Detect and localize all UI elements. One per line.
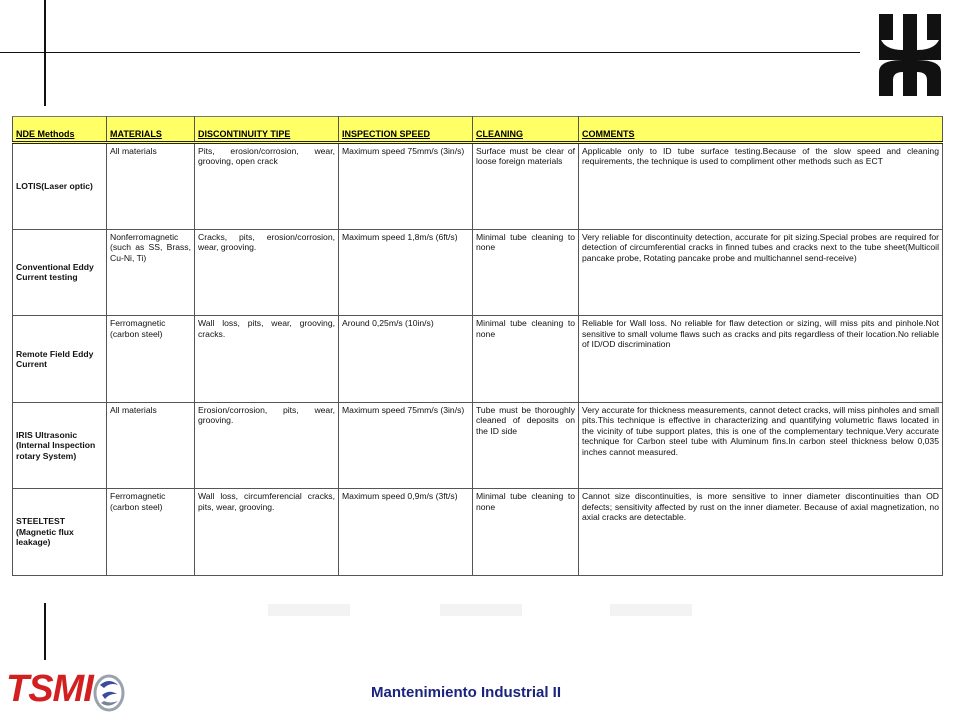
utn-logo-icon xyxy=(876,14,944,96)
comments-cell: Very reliable for discontinuity detection, accurate for pit sizing.Special probes are required for detection of circumferential cracks in finned tubes and cracks next to the tube sheet(Multicoil pancake probe, Rotating pancake probe and multichannel send-receive) xyxy=(579,229,943,316)
materials-cell: All materials xyxy=(107,143,195,230)
speed-cell: Maximum speed 75mm/s (3in/s) xyxy=(339,402,473,489)
comments-cell: Very accurate for thickness measurements, cannot detect cracks, will miss pinholes and small pits.This technique is effective in characterizing and quantifying volumetric flaws located in the vicinity of tube support plates, this is one of the complementary technique.Very accurate technique for Carbon steel tube with Aluminum fins.In carbon steel thickness below 0,035 inches cannot measured. xyxy=(579,402,943,489)
table-row xyxy=(13,143,943,230)
method-cell: IRIS Ultrasonic (Internal Inspection rotary System) xyxy=(13,402,107,489)
table-row xyxy=(13,402,943,489)
column-header-inspection-speed: INSPECTION SPEED xyxy=(339,117,473,143)
method-cell: LOTIS(Laser optic) xyxy=(13,143,107,230)
materials-cell: Ferromagnetic (carbon steel) xyxy=(107,316,195,403)
column-header-cleaning: CLEANING xyxy=(473,117,579,143)
speed-cell: Maximum speed 0,9m/s (3ft/s) xyxy=(339,489,473,576)
cleaning-cell: Surface must be clear of loose foreign materials xyxy=(473,143,579,230)
vertical-rule-bottom xyxy=(44,603,46,660)
tsmi-logo-icon: TSMI xyxy=(6,668,93,710)
faint-placeholder-box xyxy=(440,604,522,616)
circular-emblem-icon xyxy=(92,673,126,713)
vertical-rule-top xyxy=(44,0,46,106)
comments-cell: Cannot size discontinuities, is more sensitive to inner diameter discontinuities than OD defects; sensitivity affected by rust on the inner diameter. Because of axial magnetization, no axial cracks are detectable. xyxy=(579,489,943,576)
table-row xyxy=(13,316,943,403)
materials-cell: Ferromagnetic (carbon steel) xyxy=(107,489,195,576)
table-row xyxy=(13,489,943,576)
table-row xyxy=(13,229,943,316)
method-cell: STEELTEST (Magnetic flux leakage) xyxy=(13,489,107,576)
materials-cell: Nonferromagnetic (such as SS, Brass, Cu-Ni, Ti) xyxy=(107,229,195,316)
column-header-discontinuity: DISCONTINUITY TIPE xyxy=(195,117,339,143)
cleaning-cell: Tube must be thoroughly cleaned of deposits on the ID side xyxy=(473,402,579,489)
speed-cell: Maximum speed 1,8m/s (6ft/s) xyxy=(339,229,473,316)
faint-placeholder-box xyxy=(610,604,692,616)
cleaning-cell: Minimal tube cleaning to none xyxy=(473,229,579,316)
nde-methods-table xyxy=(12,116,943,576)
speed-cell: Maximum speed 75mm/s (3in/s) xyxy=(339,143,473,230)
horizontal-rule-top xyxy=(0,52,860,53)
column-header-comments: COMMENTS xyxy=(579,117,943,143)
comments-cell: Applicable only to ID tube surface testing.Because of the slow speed and cleaning requirements, the technique is used to compliment other methods such as ECT xyxy=(579,143,943,230)
cleaning-cell: Minimal tube cleaning to none xyxy=(473,489,579,576)
discontinuity-cell: Pits, erosion/corrosion, wear, grooving, open crack xyxy=(195,143,339,230)
discontinuity-cell: Cracks, pits, erosion/corrosion, wear, grooving. xyxy=(195,229,339,316)
method-cell: Conventional Eddy Current testing xyxy=(13,229,107,316)
table-header-row xyxy=(13,117,943,143)
cleaning-cell: Minimal tube cleaning to none xyxy=(473,316,579,403)
speed-cell: Around 0,25m/s (10in/s) xyxy=(339,316,473,403)
footer-title: Mantenimiento Industrial II xyxy=(371,684,562,701)
faint-placeholder-box xyxy=(268,604,350,616)
method-cell: Remote Field Eddy Current xyxy=(13,316,107,403)
discontinuity-cell: Erosion/corrosion, pits, wear, grooving. xyxy=(195,402,339,489)
discontinuity-cell: Wall loss, pits, wear, grooving, cracks. xyxy=(195,316,339,403)
comments-cell: Reliable for Wall loss. No reliable for flaw detection or sizing, will miss pits and pinhole.Not sensitive to small volume flaws such as cracks and pits regardless of their location.No reliable of ID/OD discrimination xyxy=(579,316,943,403)
discontinuity-cell: Wall loss, circumferencial cracks, pits, wear, grooving. xyxy=(195,489,339,576)
materials-cell: All materials xyxy=(107,402,195,489)
column-header-materials: MATERIALS xyxy=(107,117,195,143)
column-header-nde-methods: NDE Methods xyxy=(13,117,107,143)
